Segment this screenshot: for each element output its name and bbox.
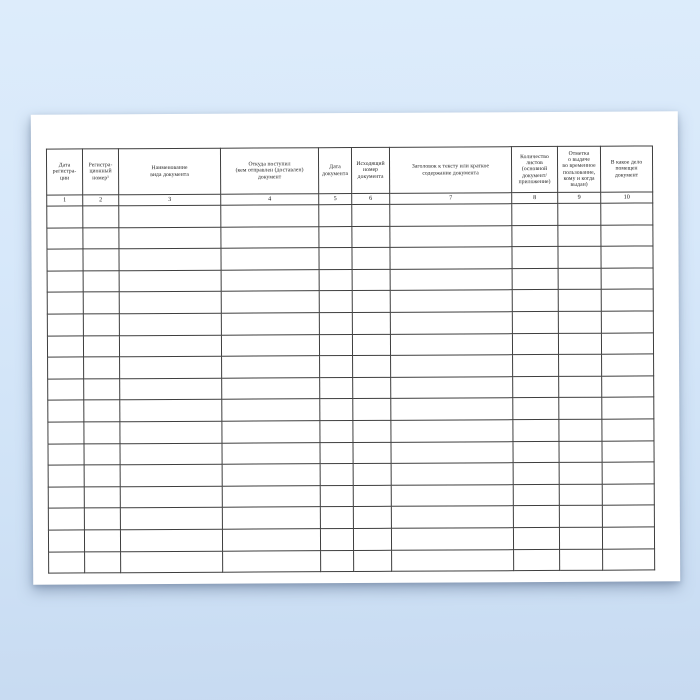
empty-cell xyxy=(320,377,353,399)
empty-cell xyxy=(84,443,120,465)
empty-cell xyxy=(48,400,84,422)
header-line: кому и когда xyxy=(563,175,595,182)
column-header-5 xyxy=(318,148,351,194)
empty-cell xyxy=(602,462,654,484)
empty-cell xyxy=(559,462,602,484)
empty-cell xyxy=(119,313,221,335)
empty-cell xyxy=(352,334,390,356)
header-line: регистра- xyxy=(52,168,77,175)
empty-cell xyxy=(513,463,559,485)
table-row xyxy=(48,505,654,530)
header-line: документа xyxy=(322,170,349,177)
empty-cell xyxy=(558,203,601,225)
empty-cell xyxy=(84,508,120,530)
header-line: номер xyxy=(363,167,379,174)
column-header-4 xyxy=(220,148,318,195)
column-header-7 xyxy=(389,147,511,194)
empty-cell xyxy=(119,270,221,292)
column-header-6 xyxy=(351,147,389,193)
empty-cell xyxy=(601,289,653,311)
header-line: (основной xyxy=(521,166,548,173)
empty-cell xyxy=(222,485,320,507)
table-row xyxy=(48,440,654,465)
empty-cell xyxy=(221,334,319,356)
empty-cell xyxy=(48,357,84,379)
empty-cell xyxy=(603,548,655,570)
empty-cell xyxy=(559,398,602,420)
empty-cell xyxy=(83,292,119,314)
table-row xyxy=(47,289,653,314)
empty-cell xyxy=(320,485,353,507)
empty-cell xyxy=(353,463,391,485)
empty-cell xyxy=(320,356,353,378)
empty-cell xyxy=(221,269,319,291)
empty-cell xyxy=(390,290,512,312)
empty-cell xyxy=(390,204,512,226)
header-line: вида документа xyxy=(150,171,189,178)
empty-cell xyxy=(119,292,221,314)
empty-cell xyxy=(559,506,602,528)
column-header-text xyxy=(390,163,511,176)
empty-cell xyxy=(390,312,512,334)
header-line: Дата xyxy=(329,164,341,171)
table-row xyxy=(48,462,654,487)
journal-table-body xyxy=(46,146,654,573)
column-number-cell: 3 xyxy=(119,194,221,206)
header-line: номер¹ xyxy=(92,174,110,182)
empty-cell xyxy=(602,527,654,549)
header-line: Отметка xyxy=(568,150,590,157)
empty-cell xyxy=(391,484,513,506)
empty-cell xyxy=(513,506,559,528)
empty-cell xyxy=(352,226,390,248)
empty-cell xyxy=(352,248,390,270)
header-line: Заголовок к тексту или краткое xyxy=(411,163,490,170)
empty-cell xyxy=(558,246,601,268)
empty-cell xyxy=(391,441,513,463)
empty-cell xyxy=(513,376,559,398)
column-header-2 xyxy=(82,149,118,195)
empty-cell xyxy=(391,376,513,398)
empty-cell xyxy=(320,528,353,550)
empty-cell xyxy=(48,508,84,530)
empty-cell xyxy=(512,247,558,269)
empty-cell xyxy=(47,271,83,293)
empty-cell xyxy=(512,311,558,333)
empty-cell xyxy=(602,354,654,376)
empty-cell xyxy=(319,269,352,291)
header-line: листов xyxy=(526,160,543,167)
table-row xyxy=(48,376,654,401)
header-line: приложение) xyxy=(518,178,551,186)
empty-cell xyxy=(120,400,222,422)
empty-cell xyxy=(47,206,83,228)
empty-cell xyxy=(47,228,83,250)
column-number-cell: 5 xyxy=(319,194,352,205)
empty-cell xyxy=(559,354,602,376)
empty-cell xyxy=(513,527,559,549)
column-header-text xyxy=(221,161,318,180)
table-row xyxy=(48,527,654,552)
empty-cell xyxy=(84,486,120,508)
header-line: содержание документа xyxy=(422,169,479,177)
column-header-text xyxy=(558,150,600,188)
empty-cell xyxy=(320,420,353,442)
empty-cell xyxy=(558,268,601,290)
empty-cell xyxy=(222,507,320,529)
column-header-text xyxy=(352,161,389,180)
empty-cell xyxy=(601,268,653,290)
empty-cell xyxy=(84,378,120,400)
empty-cell xyxy=(222,442,320,464)
empty-cell xyxy=(84,530,120,552)
empty-cell xyxy=(390,268,512,290)
empty-cell xyxy=(512,203,558,225)
empty-cell xyxy=(601,333,653,355)
empty-cell xyxy=(513,398,559,420)
empty-cell xyxy=(391,355,513,377)
empty-cell xyxy=(47,249,83,271)
empty-cell xyxy=(320,442,353,464)
empty-cell xyxy=(119,205,221,227)
empty-cell xyxy=(119,227,221,249)
empty-cell xyxy=(390,247,512,269)
empty-cell xyxy=(353,485,391,507)
empty-cell xyxy=(120,508,222,530)
header-line: выдан) xyxy=(570,181,588,188)
empty-cell xyxy=(119,335,221,357)
column-header-1 xyxy=(46,149,82,195)
header-line: ционный xyxy=(89,168,112,175)
empty-cell xyxy=(602,440,654,462)
empty-cell xyxy=(222,421,320,443)
empty-cell xyxy=(391,506,513,528)
empty-cell xyxy=(83,206,119,228)
empty-cell xyxy=(83,314,119,336)
empty-cell xyxy=(49,551,85,573)
empty-cell xyxy=(120,356,222,378)
empty-cell xyxy=(601,225,653,247)
empty-cell xyxy=(391,398,513,420)
column-number-cell: 6 xyxy=(352,193,390,204)
header-line: Исходящий xyxy=(356,160,385,168)
empty-cell xyxy=(602,419,654,441)
empty-cell xyxy=(353,377,391,399)
column-header-text xyxy=(47,162,82,181)
empty-cell xyxy=(601,203,653,225)
empty-cell xyxy=(392,549,514,571)
empty-cell xyxy=(353,507,391,529)
column-number-cell: 2 xyxy=(83,195,119,206)
empty-cell xyxy=(320,507,353,529)
header-line: (кем отправлен (доставлен) xyxy=(235,167,304,174)
header-line: Регистра- xyxy=(88,162,113,169)
empty-cell xyxy=(559,441,602,463)
empty-cell xyxy=(84,400,120,422)
empty-cell xyxy=(390,225,512,247)
column-header-text xyxy=(512,154,557,186)
empty-cell xyxy=(319,291,352,313)
empty-cell xyxy=(514,549,560,571)
empty-cell xyxy=(602,505,654,527)
column-header-text xyxy=(319,164,351,177)
empty-cell xyxy=(221,226,319,248)
empty-cell xyxy=(121,551,223,573)
empty-cell xyxy=(352,269,390,291)
empty-cell xyxy=(559,419,602,441)
empty-cell xyxy=(120,421,222,443)
empty-cell xyxy=(83,335,119,357)
empty-cell xyxy=(222,377,320,399)
table-row xyxy=(48,354,654,379)
empty-cell xyxy=(319,205,352,227)
empty-cell xyxy=(601,311,653,333)
header-line: пользование, xyxy=(562,169,596,176)
header-line: во временное xyxy=(562,162,596,170)
empty-cell xyxy=(558,290,601,312)
empty-cell xyxy=(559,527,602,549)
empty-cell xyxy=(85,551,121,573)
empty-cell xyxy=(512,268,558,290)
column-header-8 xyxy=(511,146,557,192)
header-line: документ/ xyxy=(522,172,548,179)
empty-cell xyxy=(120,486,222,508)
header-line: помещен xyxy=(615,165,638,172)
empty-cell xyxy=(83,227,119,249)
empty-cell xyxy=(320,399,353,421)
empty-cell xyxy=(601,246,653,268)
empty-cell xyxy=(319,226,352,248)
column-number-cell: 8 xyxy=(512,192,558,203)
header-line: Откуда поступил xyxy=(248,161,291,168)
empty-cell xyxy=(47,314,83,336)
empty-cell xyxy=(390,333,512,355)
empty-cell xyxy=(512,290,558,312)
table-row xyxy=(48,484,654,509)
empty-cell xyxy=(221,313,319,335)
registration-journal-table xyxy=(46,145,655,573)
empty-cell xyxy=(513,355,559,377)
empty-cell xyxy=(513,441,559,463)
empty-cell xyxy=(83,271,119,293)
column-number-cell: 10 xyxy=(601,192,653,203)
column-number-cell: 4 xyxy=(221,194,319,206)
document-sheet xyxy=(31,111,680,584)
empty-cell xyxy=(352,204,390,226)
empty-cell xyxy=(560,549,603,571)
empty-cell xyxy=(558,225,601,247)
header-line: Дата xyxy=(58,162,71,169)
empty-cell xyxy=(84,422,120,444)
empty-cell xyxy=(559,484,602,506)
empty-cell xyxy=(353,399,391,421)
empty-cell xyxy=(120,464,222,486)
column-header-text xyxy=(601,159,652,178)
empty-cell xyxy=(353,442,391,464)
empty-cell xyxy=(221,291,319,313)
empty-cell xyxy=(513,484,559,506)
empty-cell xyxy=(222,356,320,378)
empty-cell xyxy=(319,312,352,334)
empty-cell xyxy=(321,550,354,572)
empty-cell xyxy=(222,529,320,551)
empty-cell xyxy=(119,248,221,270)
empty-cell xyxy=(319,248,352,270)
empty-cell xyxy=(320,464,353,486)
table-row xyxy=(47,268,653,293)
empty-cell xyxy=(512,333,558,355)
empty-cell xyxy=(48,379,84,401)
empty-cell xyxy=(559,376,602,398)
column-header-text xyxy=(119,165,220,178)
empty-cell xyxy=(558,333,601,355)
empty-cell xyxy=(222,399,320,421)
header-line: документа xyxy=(357,173,384,180)
table-row xyxy=(47,225,653,250)
empty-cell xyxy=(391,463,513,485)
empty-cell xyxy=(120,378,222,400)
header-line: документ xyxy=(614,172,639,179)
empty-cell xyxy=(48,465,84,487)
empty-cell xyxy=(222,464,320,486)
header-line: документ xyxy=(257,174,282,181)
empty-cell xyxy=(84,465,120,487)
empty-cell xyxy=(512,225,558,247)
table-row xyxy=(47,333,653,358)
empty-cell xyxy=(354,550,392,572)
header-line: ции xyxy=(59,175,70,182)
empty-cell xyxy=(120,529,222,551)
empty-cell xyxy=(48,487,84,509)
empty-cell xyxy=(353,528,391,550)
column-header-text xyxy=(83,162,118,181)
table-row xyxy=(48,419,654,444)
empty-cell xyxy=(558,311,601,333)
table-row xyxy=(47,246,653,271)
empty-cell xyxy=(353,420,391,442)
column-number-cell: 1 xyxy=(47,195,83,206)
table-row xyxy=(48,397,654,422)
header-line: В какое дело xyxy=(610,159,643,166)
table-row xyxy=(47,311,653,336)
empty-cell xyxy=(352,291,390,313)
empty-cell xyxy=(120,443,222,465)
empty-cell xyxy=(48,530,84,552)
header-line: Наименование xyxy=(151,165,188,172)
empty-cell xyxy=(223,550,321,572)
table-row xyxy=(47,203,653,228)
column-header-10 xyxy=(600,146,652,192)
empty-cell xyxy=(513,419,559,441)
empty-cell xyxy=(47,292,83,314)
column-number-cell: 9 xyxy=(558,192,601,203)
empty-cell xyxy=(602,484,654,506)
table-row xyxy=(49,548,655,573)
header-line: Количество xyxy=(520,153,549,160)
empty-cell xyxy=(48,443,84,465)
empty-cell xyxy=(221,248,319,270)
column-header-3 xyxy=(118,148,220,195)
empty-cell xyxy=(319,334,352,356)
column-number-cell: 7 xyxy=(390,193,512,205)
empty-cell xyxy=(353,355,391,377)
empty-cell xyxy=(84,357,120,379)
empty-cell xyxy=(391,528,513,550)
column-header-9 xyxy=(557,146,600,192)
empty-cell xyxy=(47,335,83,357)
empty-cell xyxy=(48,422,84,444)
empty-cell xyxy=(391,420,513,442)
empty-cell xyxy=(352,312,390,334)
header-line: о выдаче xyxy=(568,156,590,163)
table-header-row xyxy=(46,146,652,195)
empty-cell xyxy=(602,397,654,419)
empty-cell xyxy=(221,205,319,227)
empty-cell xyxy=(602,376,654,398)
empty-cell xyxy=(83,249,119,271)
